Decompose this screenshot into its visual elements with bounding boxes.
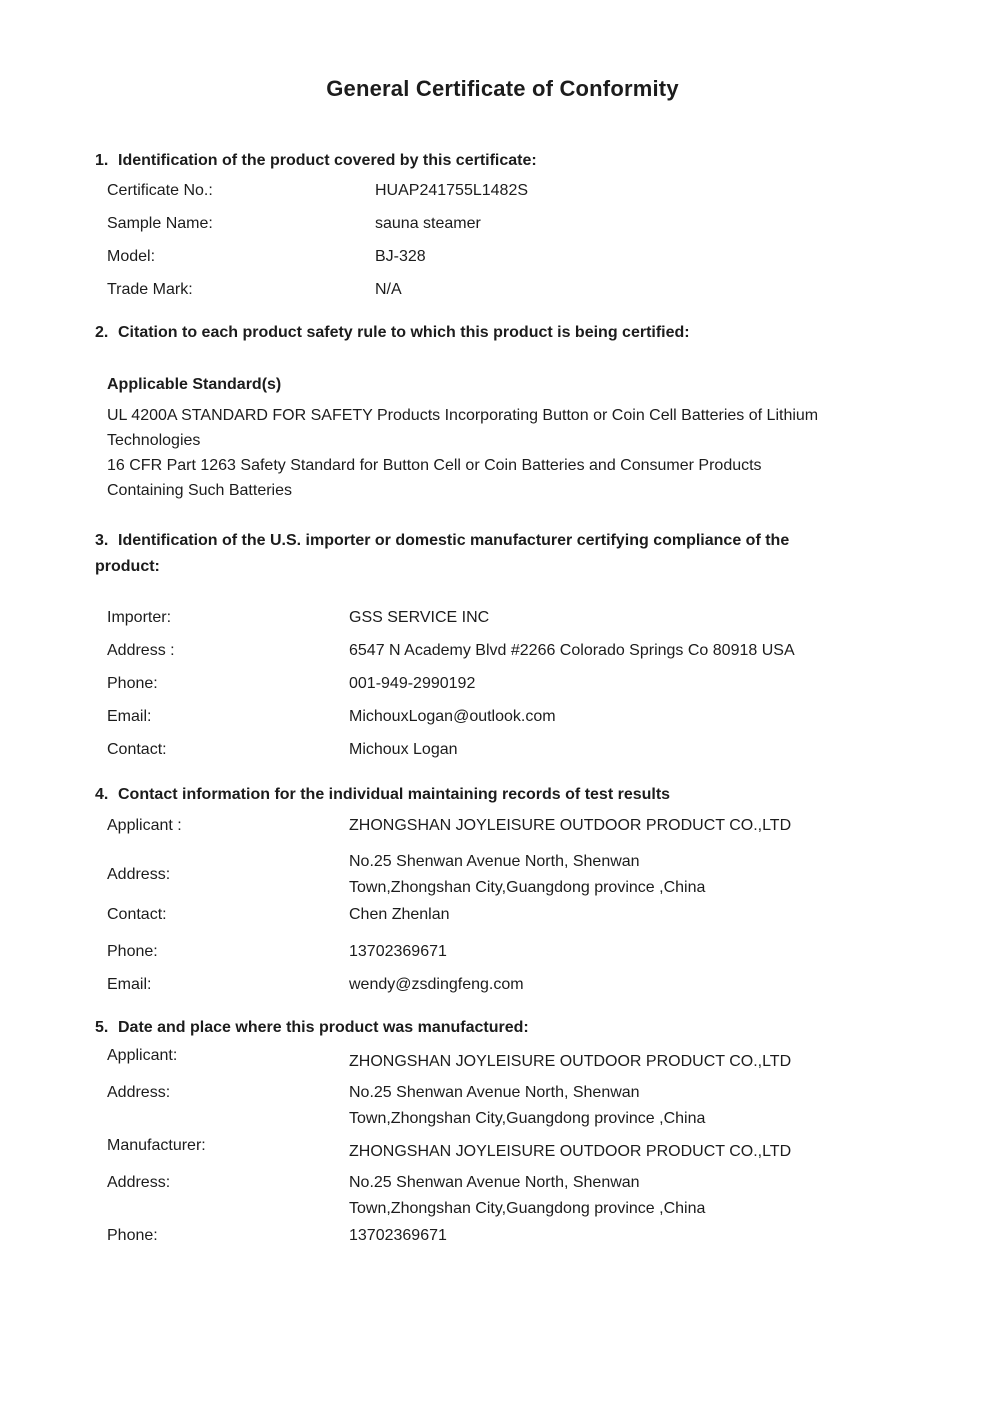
section-2-heading [95,322,910,344]
field-row-email [107,707,910,727]
field-row-phone [107,1226,910,1246]
section-1-heading [95,150,910,172]
field-value: ZHONGSHAN JOYLEISURE OUTDOOR PRODUCT CO.,LTD [349,817,792,834]
field-row-address [107,1080,910,1132]
field-value: ZHONGSHAN JOYLEISURE OUTDOOR PRODUCT CO.,LTD [349,1143,792,1160]
field-label: Contact: [107,741,167,758]
section-records-contact [95,784,910,995]
applicable-standards-subheading: Applicable Standard(s) [107,376,282,393]
field-row-sample-name [107,214,910,234]
field-row-trade-mark [107,280,910,300]
field-label: Sample Name: [107,215,213,232]
field-row-manufacturer [107,1136,910,1162]
section-4-number: 4. [95,786,109,803]
field-label: Contact: [107,906,167,923]
applicable-standards-text [95,403,910,503]
section-2-number: 2. [95,324,109,341]
standard-line: Technologies [107,432,201,449]
section-1-fields [95,181,910,300]
field-value: GSS SERVICE INC [349,609,490,626]
field-value-line: No.25 Shenwan Avenue North, Shenwan [349,1174,640,1191]
field-value: 6547 N Academy Blvd #2266 Colorado Springs Co 80918 USA [349,642,795,659]
field-value-line: Town,Zhongshan City,Guangdong province ,China [349,879,706,896]
field-label: Manufacturer: [107,1137,206,1154]
section-5-heading [95,1017,910,1039]
section-product-identification [95,150,910,300]
section-importer-identification [95,528,910,760]
field-value: sauna steamer [375,215,481,232]
field-row-address [107,1170,910,1222]
section-4-heading-text: Contact information for the individual maintaining records of test results [118,786,671,803]
field-row-address [107,849,910,901]
field-label: Trade Mark: [107,281,193,298]
section-5-number: 5. [95,1019,109,1036]
field-label: Email: [107,708,152,725]
field-value: N/A [375,281,402,298]
field-label: Phone: [107,1227,158,1244]
field-label: Applicant : [107,817,182,834]
field-value: wendy@zsdingfeng.com [349,976,524,993]
standard-line: Containing Such Batteries [107,482,292,499]
field-value: HUAP241755L1482S [375,182,529,199]
field-row-applicant [107,816,910,836]
field-value: Michoux Logan [349,741,458,758]
field-value: Chen Zhenlan [349,906,450,923]
section-2-heading-text: Citation to each product safety rule to which this product is being certified: [118,324,690,341]
section-5-fields [95,1046,910,1246]
field-label: Address: [107,866,171,883]
section-5-heading-text: Date and place where this product was manufactured: [118,1019,529,1036]
field-label: Phone: [107,943,158,960]
field-value-line: Town,Zhongshan City,Guangdong province ,China [349,1200,706,1217]
field-label: Applicant: [107,1047,178,1064]
field-value-line: Town,Zhongshan City,Guangdong province ,China [349,1110,706,1127]
field-row-applicant [107,1046,910,1072]
field-row-contact [107,905,910,925]
section-3-number: 3. [95,532,109,549]
field-label: Importer: [107,609,172,626]
field-label: Phone: [107,675,158,692]
field-value: BJ-328 [375,248,426,265]
field-label: Certificate No.: [107,182,213,199]
section-3-heading-text-line2: product: [95,558,160,575]
field-row-phone [107,942,910,962]
section-4-heading [95,784,910,806]
field-value [349,1080,910,1132]
field-row-importer [107,608,910,628]
field-value: 13702369671 [349,1227,447,1244]
section-manufacture-date-place [95,1017,910,1246]
section-1-number: 1. [95,152,109,169]
field-row-model [107,247,910,267]
field-value: ZHONGSHAN JOYLEISURE OUTDOOR PRODUCT CO.,LTD [349,1053,792,1070]
section-1-heading-text: Identification of the product covered by this certificate: [118,152,537,169]
field-label: Address: [107,1174,171,1191]
standard-line: UL 4200A STANDARD FOR SAFETY Products Incorporating Button or Coin Cell Batteries of Lithium [107,407,819,424]
standard-line: 16 CFR Part 1263 Safety Standard for Button Cell or Coin Batteries and Consumer Products [107,457,762,474]
field-row-phone [107,674,910,694]
field-label: Email: [107,976,152,993]
field-value [349,849,910,901]
field-label: Model: [107,248,156,265]
field-value-line: No.25 Shenwan Avenue North, Shenwan [349,1084,640,1101]
section-safety-rule-citation [95,322,910,503]
section-4-fields [95,816,910,995]
field-value: MichouxLogan@outlook.com [349,708,556,725]
field-row-address [107,641,910,661]
field-value-line: No.25 Shenwan Avenue North, Shenwan [349,853,640,870]
field-row-contact [107,740,910,760]
field-row-certificate-no [107,181,910,201]
document-title: General Certificate of Conformity [326,76,679,101]
field-row-email [107,975,910,995]
field-label: Address: [107,1084,171,1101]
section-3-heading-text: Identification of the U.S. importer or domestic manufacturer certifying compliance of the [118,532,790,549]
field-label: Address : [107,642,175,659]
field-value: 001-949-2990192 [349,675,476,692]
section-3-fields [95,608,910,760]
field-value [349,1170,910,1222]
field-value: 13702369671 [349,943,447,960]
section-3-heading [95,528,910,580]
